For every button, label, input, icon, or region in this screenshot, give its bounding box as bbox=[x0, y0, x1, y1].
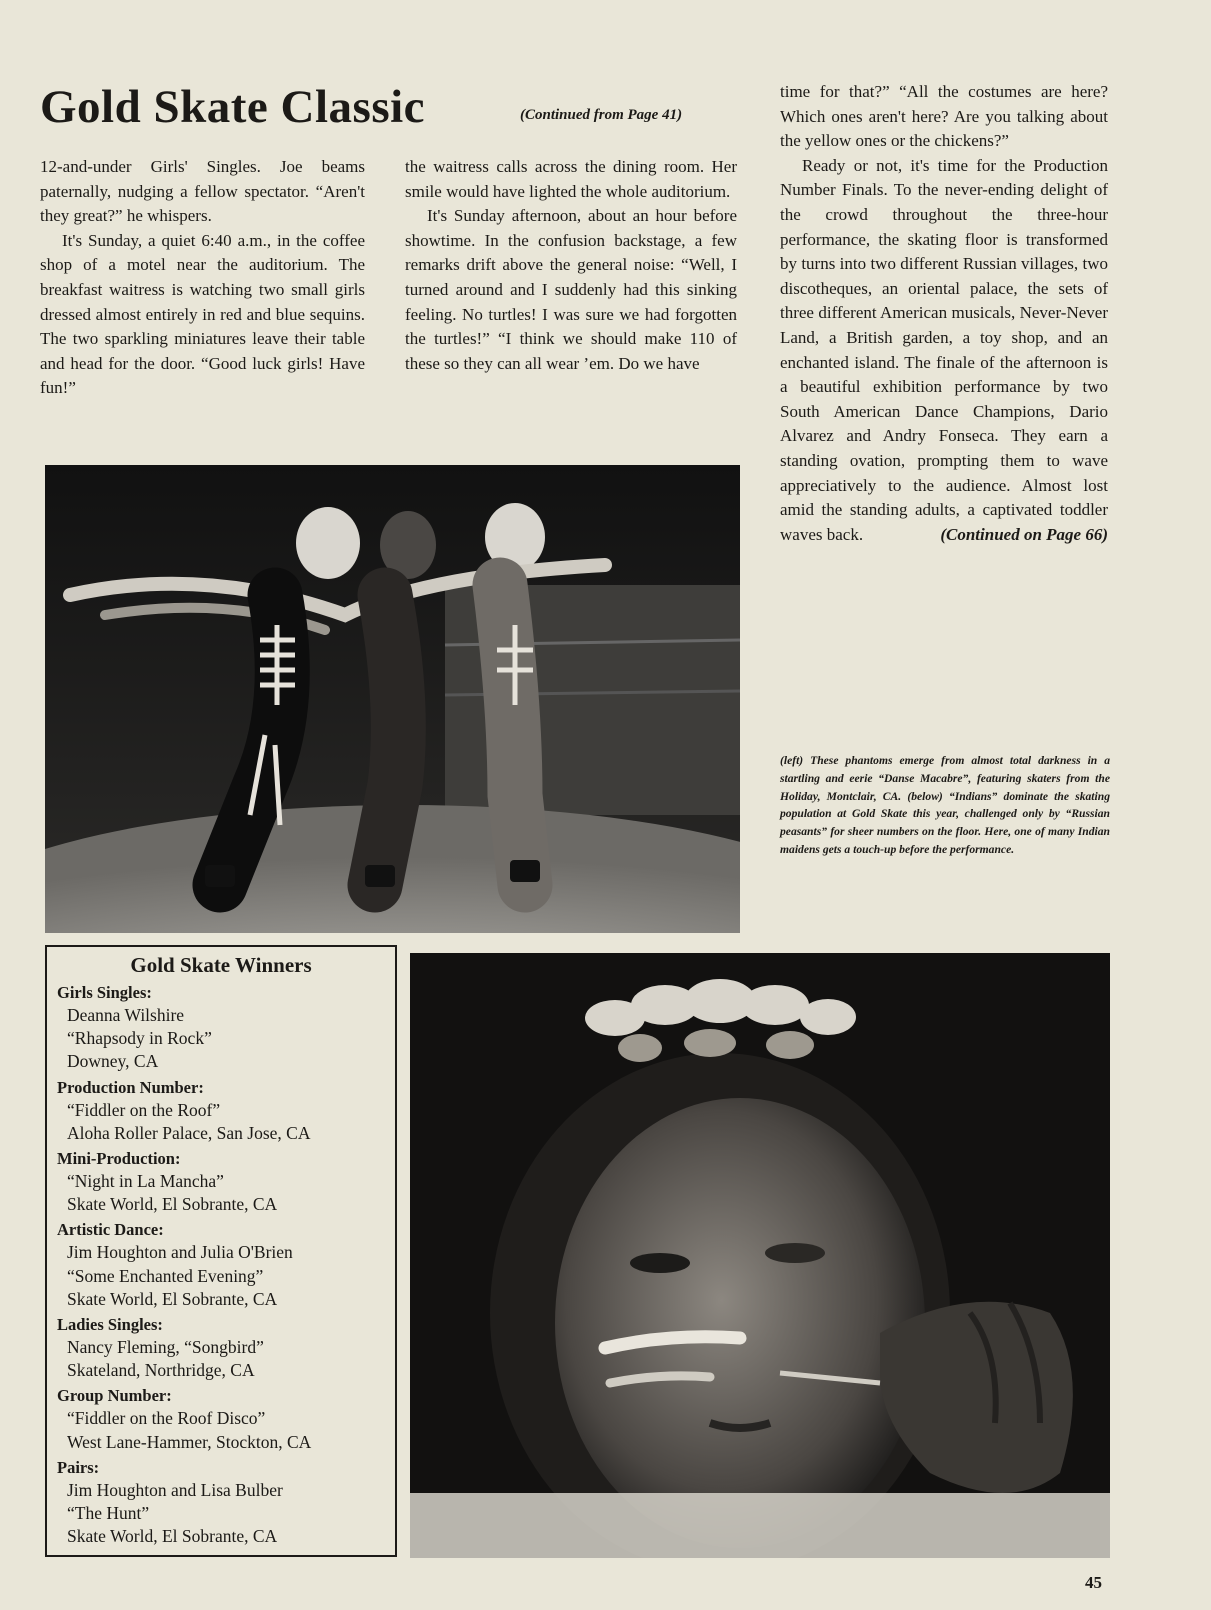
winner-line: “Fiddler on the Roof Disco” bbox=[67, 1408, 266, 1429]
winner-category bbox=[57, 981, 385, 1074]
winner-line: “Rhapsody in Rock” bbox=[67, 1028, 212, 1049]
phantom-skaters-photo bbox=[45, 465, 740, 933]
category-name: Production Number: bbox=[57, 1077, 204, 1097]
indian-maiden-photo bbox=[410, 953, 1110, 1558]
winners-box bbox=[45, 945, 397, 1557]
winner-line: Deanna Wilshire bbox=[67, 1005, 185, 1025]
continued-on-note: (Continued on Page 66) bbox=[940, 524, 1108, 544]
winner-category bbox=[57, 1076, 385, 1145]
category-name: Ladies Singles: bbox=[57, 1315, 163, 1335]
paragraph bbox=[780, 154, 1108, 548]
winner-category bbox=[57, 1218, 385, 1311]
winner-line: “Fiddler on the Roof” bbox=[67, 1099, 221, 1120]
winner-line: Downey, CA bbox=[67, 1051, 159, 1072]
winner-line: Jim Houghton and Julia O'Brien bbox=[67, 1242, 293, 1263]
category-name: Pairs: bbox=[57, 1457, 100, 1477]
winner-line: Skate World, El Sobrante, CA bbox=[67, 1194, 278, 1215]
category-name: Girls Singles: bbox=[57, 983, 152, 1002]
winner-line: “The Hunt” bbox=[67, 1503, 150, 1524]
paragraph-text: Ready or not, it's time for the Production Number Finals. To the never-ending delight of the crowd throughout the three-hour performance, the skating floor is transformed by turns into two different Russian villages, two discotheques, an oriental palace, the sets of three different American musicals, Never-Never Land, a British garden, a toy shop, and an enchanted island. The finale of the afternoon is a beautiful exhibition performance by two South American Dance Champions, Dario Alvarez and Andry Fonseca. They earn a standing ovation, prompting them to wave appreciatively to the audience. Almost lost amid the standing adults, a captivated toddler waves back. bbox=[780, 155, 1108, 544]
category-name: Mini-Production: bbox=[57, 1149, 181, 1169]
winner-line: “Night in La Mancha” bbox=[67, 1171, 224, 1192]
continued-from-note: (Continued from Page 41) bbox=[520, 107, 683, 123]
photo-caption: (left) These phantoms emerge from almost total darkness in a startling and eerie “Danse Macabre”, featuring skaters from the Holiday, Montclair, CA. (below) “Indians” dominate the skating population at Gold Skate this year, challenged only by “Russian peasants” for sheer numbers on the floor. Here, one of many Indian maidens gets a touch-up before the performance. bbox=[780, 754, 1110, 856]
paragraph: It's Sunday, a quiet 6:40 a.m., in the coffee shop of a motel near the auditorium. The breakfast waitress is watching two small girls dressed almost entirely in red and blue sequins. The two sparkling miniatures leave their table and head for the door. “Good luck girls! Have fun!” bbox=[40, 230, 365, 398]
winner-category bbox=[57, 1147, 385, 1216]
category-name: Artistic Dance: bbox=[57, 1220, 164, 1240]
article-title: Gold Skate Classic bbox=[40, 81, 426, 133]
winner-line: Aloha Roller Palace, San Jose, CA bbox=[67, 1122, 311, 1143]
winner-line: “Some Enchanted Evening” bbox=[67, 1265, 264, 1286]
winner-line: Skate World, El Sobrante, CA bbox=[67, 1526, 278, 1547]
winner-category bbox=[57, 1384, 385, 1453]
paragraph: the waitress calls across the dining room. Her smile would have lighted the whole auditorium. bbox=[405, 157, 737, 201]
winner-line: Nancy Fleming, “Songbird” bbox=[67, 1337, 264, 1358]
paragraph: It's Sunday afternoon, about an hour before showtime. In the confusion backstage, a few remarks drift above the general noise: “Well, I turned around and I suddenly had this sinking feeling. No turtles! I was sure we had forgotten the turtles!” “I think we should make 110 of these so they can all wear ’em. Do we have bbox=[405, 206, 737, 373]
paragraph: time for that?” “All the costumes are here? Which ones aren't here? Are you talking about the yellow ones or the chickens?” bbox=[780, 82, 1108, 151]
article-column-1 bbox=[40, 155, 365, 401]
winner-line: Skate World, El Sobrante, CA bbox=[67, 1288, 278, 1309]
winner-line: West Lane-Hammer, Stockton, CA bbox=[67, 1431, 312, 1452]
winners-title: Gold Skate Winners bbox=[130, 953, 312, 977]
paragraph: 12-and-under Girls' Singles. Joe beams paternally, nudging a fellow spectator. “Aren't they great?” he whispers. bbox=[40, 157, 365, 226]
winner-line: Jim Houghton and Lisa Bulber bbox=[67, 1479, 283, 1500]
category-name: Group Number: bbox=[57, 1386, 172, 1406]
article-column-3 bbox=[780, 80, 1108, 547]
winner-category bbox=[57, 1313, 385, 1382]
article-column-2 bbox=[405, 155, 737, 376]
winner-line: Skateland, Northridge, CA bbox=[67, 1360, 255, 1381]
page-number: 45 bbox=[1085, 1573, 1102, 1592]
winner-category bbox=[57, 1456, 385, 1549]
